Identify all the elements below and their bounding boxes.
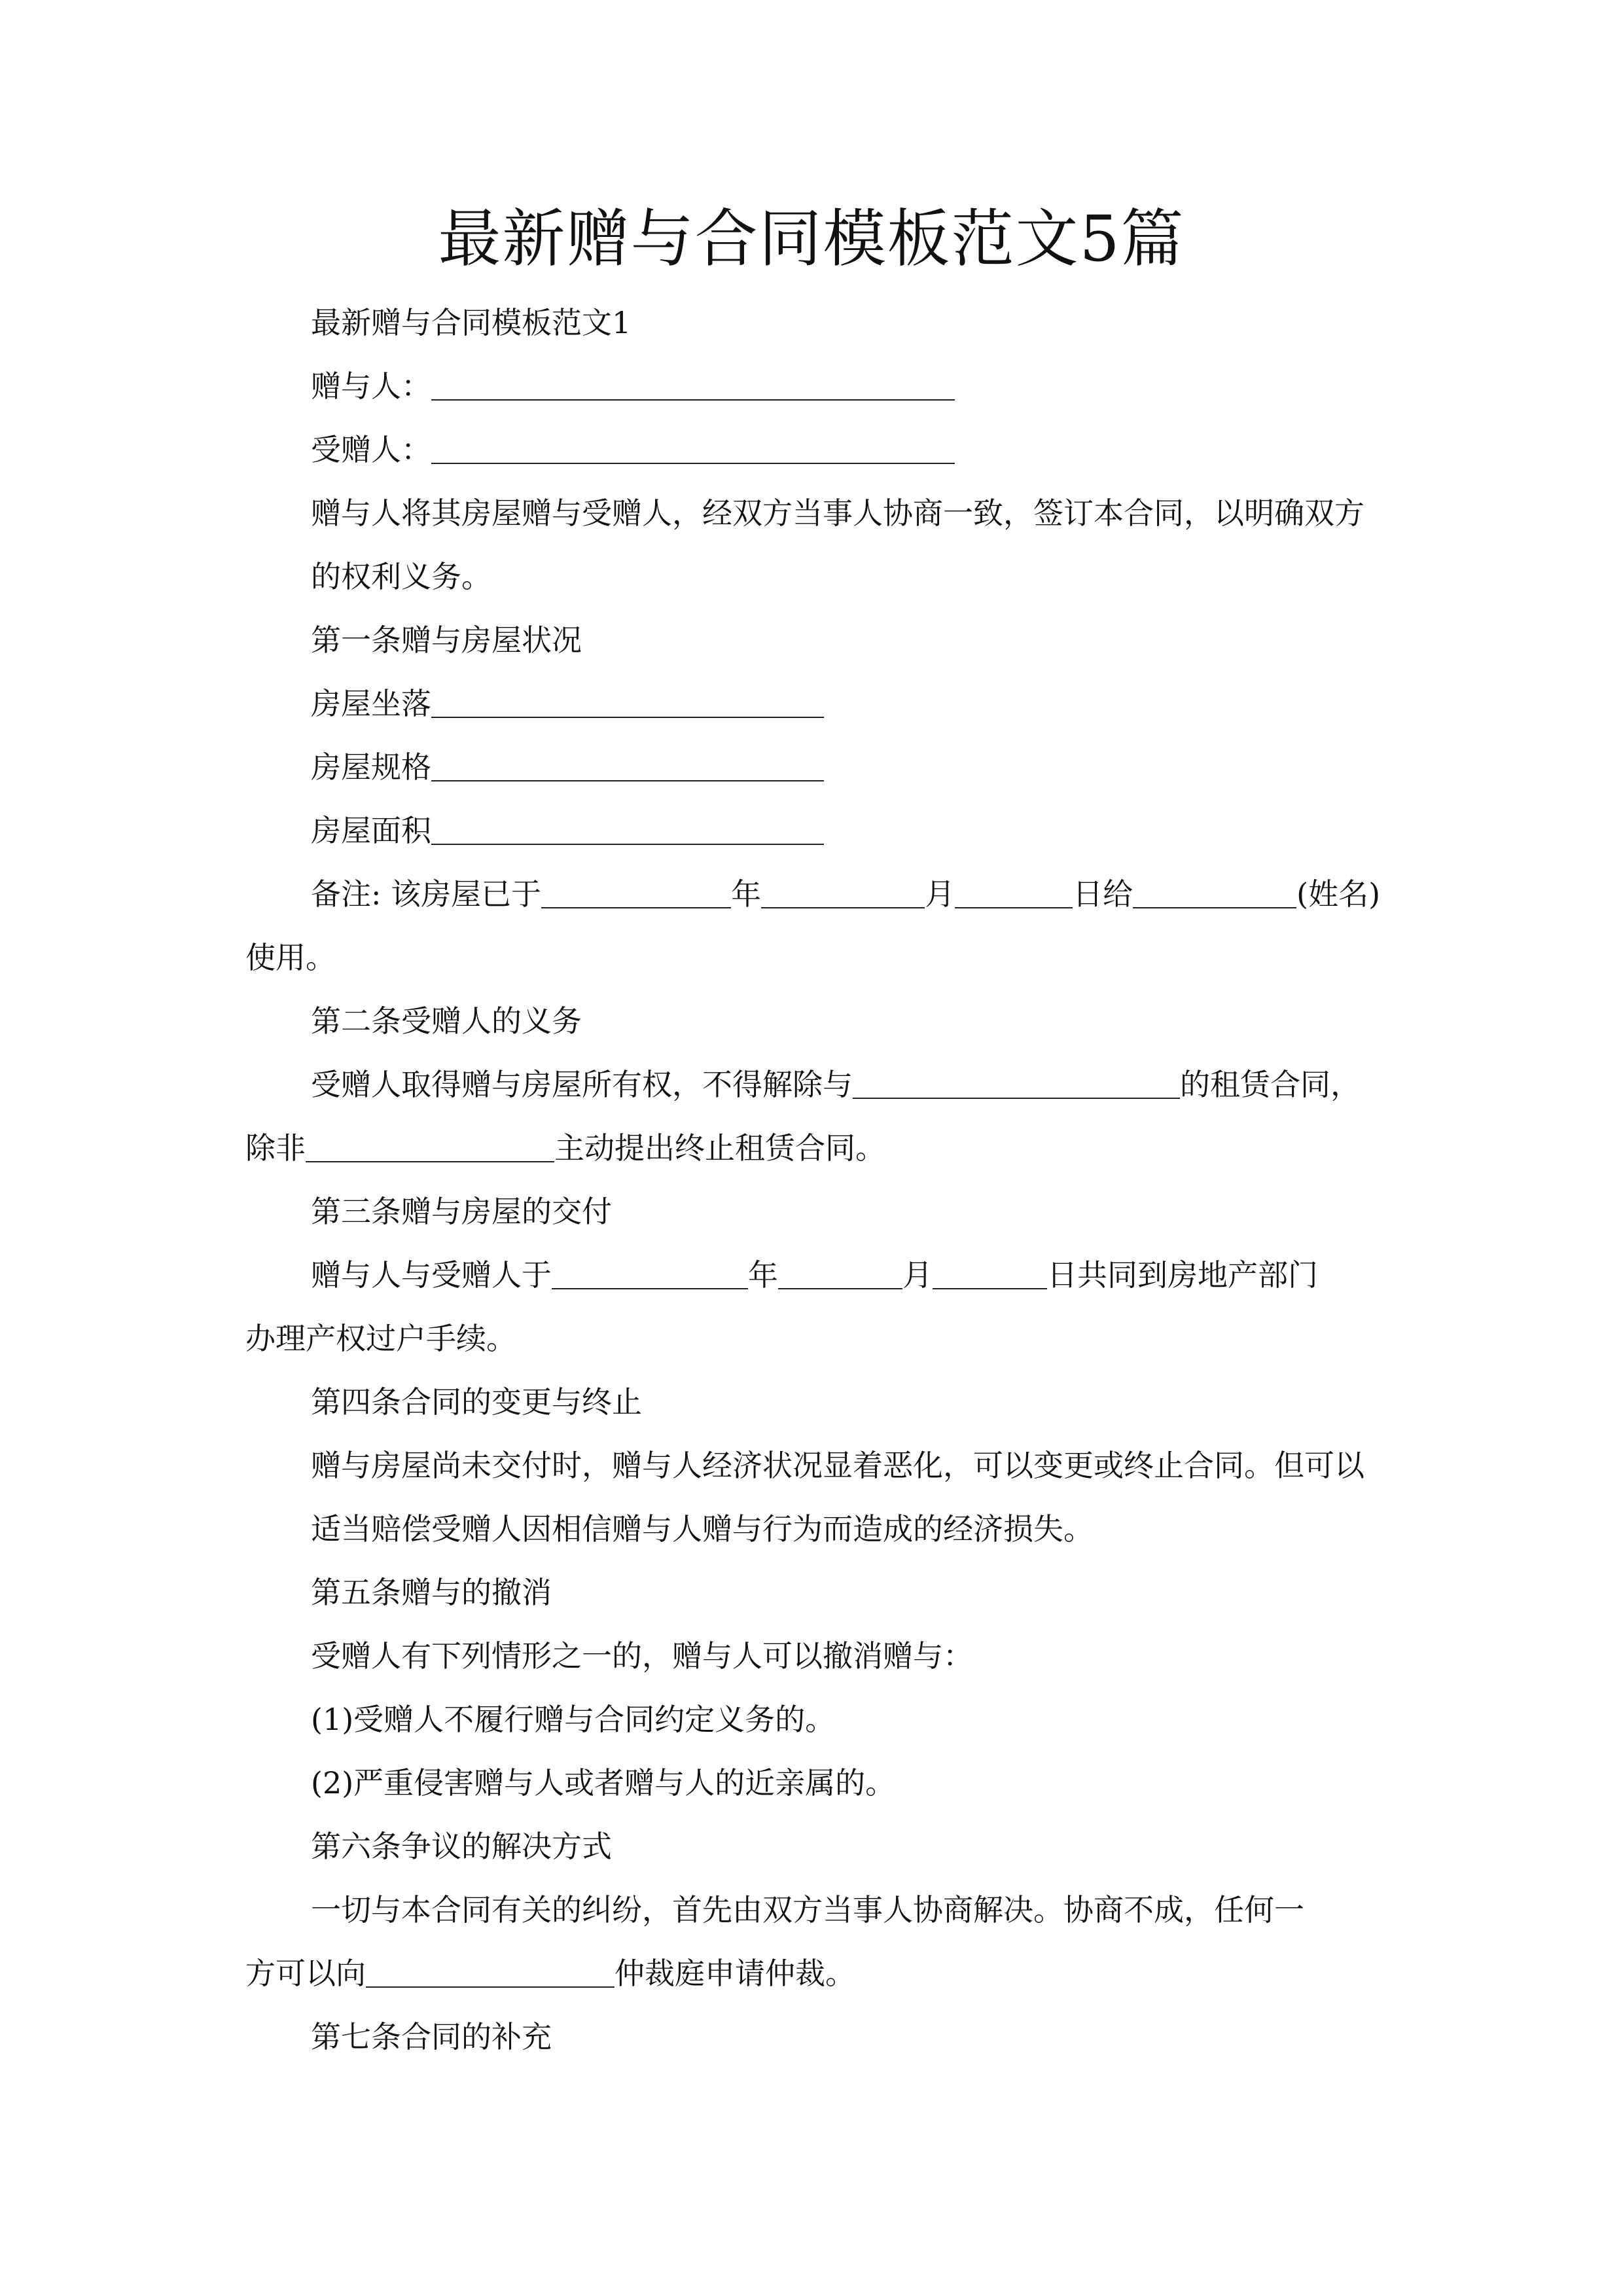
article2-heading: 第二条受赠人的义务: [311, 1003, 582, 1039]
article6-line1: 一切与本合同有关的纠纷，首先由双方当事人协商解决。协商不成，任何一: [311, 1892, 1304, 1928]
note-year-label: 年: [731, 876, 762, 912]
article6-text-c: 仲裁庭申请仲裁。: [615, 1956, 855, 1991]
donor-blank[interactable]: [431, 369, 955, 401]
article5-paragraph: 受赠人有下列情形之一的，赠与人可以撤消赠与：: [311, 1638, 973, 1674]
donee-label: 受赠人：: [311, 432, 431, 467]
article4-heading: 第四条合同的变更与终止: [311, 1384, 642, 1420]
house-location-label: 房屋坐落: [311, 686, 431, 721]
arbitration-court-blank[interactable]: [366, 1956, 615, 1988]
article1-heading: 第一条赠与房屋状况: [311, 622, 582, 658]
transfer-day-blank[interactable]: [933, 1258, 1047, 1289]
article2-text-a: 受赠人取得赠与房屋所有权，不得解除与: [311, 1067, 853, 1102]
house-area-blank[interactable]: [431, 814, 824, 845]
note-month-label: 月: [925, 876, 955, 912]
donor-label: 赠与人：: [311, 368, 431, 404]
article2-line1: [245, 1053, 1378, 1117]
note-name-blank[interactable]: [1133, 877, 1296, 908]
donee-line: [245, 418, 1378, 482]
house-location-line: [245, 672, 1378, 736]
transfer-month-blank[interactable]: [778, 1258, 902, 1289]
lease-party-blank[interactable]: [853, 1067, 1180, 1099]
article6-heading: 第六条争议的解决方式: [311, 1829, 612, 1864]
house-spec-blank[interactable]: [431, 750, 824, 781]
article6-line2: [245, 1942, 1378, 2005]
donee-blank[interactable]: [431, 433, 955, 464]
document-body: [245, 291, 1381, 2069]
donor-line: [245, 355, 1378, 418]
article5-heading: 第五条赠与的撤消: [311, 1575, 552, 1610]
article6-text-b: 方可以向: [245, 1956, 366, 1991]
article3-text-b: 日共同到房地产部门: [1047, 1257, 1318, 1293]
article3-heading: 第三条赠与房屋的交付: [311, 1194, 612, 1229]
article2-line2: [245, 1117, 1378, 1180]
article3-text-a: 赠与人与受赠人于: [311, 1257, 552, 1293]
house-location-blank[interactable]: [431, 687, 824, 718]
note-end: 使用。: [245, 940, 336, 975]
house-spec-label: 房屋规格: [311, 749, 431, 785]
house-area-label: 房屋面积: [311, 813, 431, 848]
note-day-blank[interactable]: [955, 877, 1073, 908]
house-spec-line: [245, 736, 1378, 799]
article2-text-b: 的租赁合同，: [1180, 1067, 1361, 1102]
article3-month: 月: [902, 1257, 933, 1293]
note-year-blank[interactable]: [541, 877, 731, 908]
article2-text-d: 主动提出终止租赁合同。: [554, 1130, 885, 1166]
note-line: [245, 863, 1381, 926]
house-area-line: [245, 799, 1378, 863]
subtitle: 最新赠与合同模板范文1: [311, 305, 632, 340]
article4-paragraph: 赠与房屋尚未交付时，赠与人经济状况显着恶化，可以变更或终止合同。但可以适当赔偿受赠人因相信赠与人赠与行为而造成的经济损失。: [311, 1448, 1364, 1547]
article2-text-c: 除非: [245, 1130, 306, 1166]
intro-paragraph: 赠与人将其房屋赠与受赠人，经双方当事人协商一致，签订本合同，以明确双方的权利义务。: [311, 495, 1364, 594]
note-month-blank[interactable]: [761, 877, 925, 908]
article3-line2: 办理产权过户手续。: [245, 1321, 516, 1356]
article5-item1: (1)受赠人不履行赠与合同约定义务的。: [311, 1702, 836, 1737]
transfer-year-blank[interactable]: [552, 1258, 748, 1289]
note-name-label: (姓名): [1296, 876, 1381, 912]
article3-year: 年: [748, 1257, 778, 1293]
note-day-label: 日给: [1073, 876, 1133, 912]
article5-item2: (2)严重侵害赠与人或者赠与人的近亲属的。: [311, 1765, 896, 1801]
article7-heading: 第七条合同的补充: [311, 2019, 552, 2054]
note-prefix: 备注: 该房屋已于: [311, 876, 542, 912]
article3-line1: [245, 1244, 1378, 1307]
terminating-party-blank[interactable]: [306, 1131, 554, 1162]
document-title: 最新赠与合同模板范文5篇: [438, 202, 1185, 276]
